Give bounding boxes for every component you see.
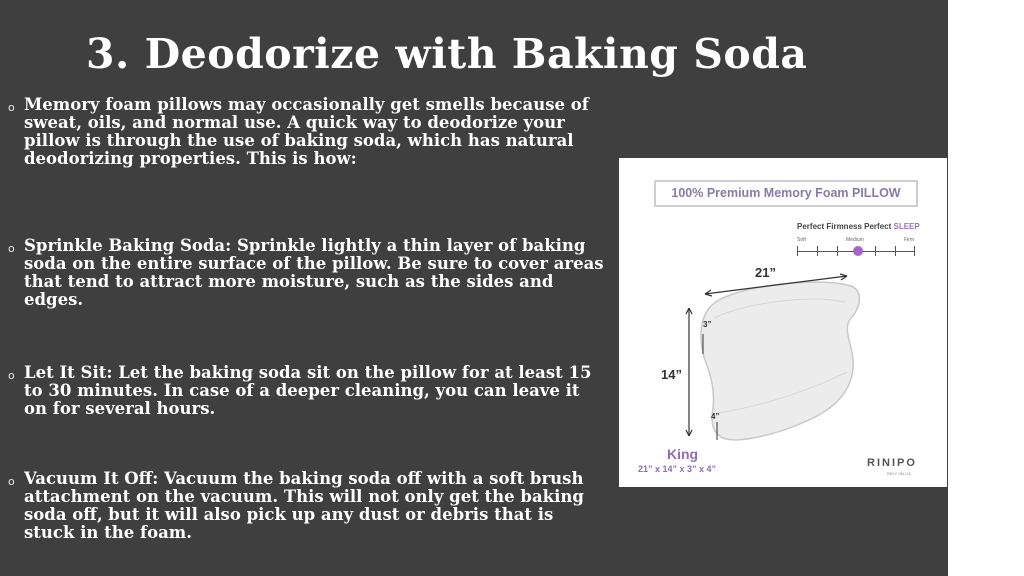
bullet-marker: o [8,101,15,114]
bullet-marker: o [8,242,15,255]
bullet-item [8,470,606,542]
bullet-text: Sprinkle Baking Soda: Sprinkle lightly a thin layer of baking soda on the entire surface of the pillow. Be sure to cover areas that tend to attract more moisture, such as the sides and edges. [24,236,604,309]
bullet-item [8,237,606,309]
brand-tagline: RELY ON US [887,471,911,476]
bullet-marker: o [8,369,15,382]
right-margin [948,0,1024,576]
top-thickness-label: 3” [703,320,712,329]
pillow-body [701,282,859,440]
firmness-level-medium: Medium [846,237,864,243]
slide-title: 3. Deodorize with Baking Soda [86,30,808,78]
firmness-level-firm: Firm [904,237,914,243]
bullet-item [8,96,606,168]
bullet-text: Let It Sit: Let the baking soda sit on the pillow for at least 15 to 30 minutes. In case of a deeper cleaning, you can leave it on for several hours. [24,363,592,418]
width-label: 21” [755,265,776,280]
bottom-thickness-label: 4” [711,412,720,421]
product-banner: 100% Premium Memory Foam PILLOW [654,180,918,207]
firmness-accent: SLEEP [893,222,920,231]
firmness-title-text: Perfect Firmness Perfect [797,222,892,231]
bullet-text: Memory foam pillows may occasionally get smells because of sweat, oils, and normal use. A quick way to deodorize your pillow is through the use of baking soda, which has natural deodorizing properties. This is how: [24,95,589,168]
bullet-text: Vacuum It Off: Vacuum the baking soda off with a soft brush attachment on the vacuum. This will not only get the baking soda off, but it will also pick up any dust or debris that is stuck in the foam. [24,469,584,542]
height-label: 14” [661,367,682,382]
firmness-level-soft: Soft [797,237,806,243]
brand-logo: RINIPO [867,457,917,469]
pillow-illustration [619,158,947,487]
bullet-item [8,364,606,418]
product-image [619,158,947,487]
size-dimensions: 21” x 14” x 3” x 4” [638,464,717,474]
size-name: King [667,446,699,462]
bullet-marker: o [8,475,15,488]
